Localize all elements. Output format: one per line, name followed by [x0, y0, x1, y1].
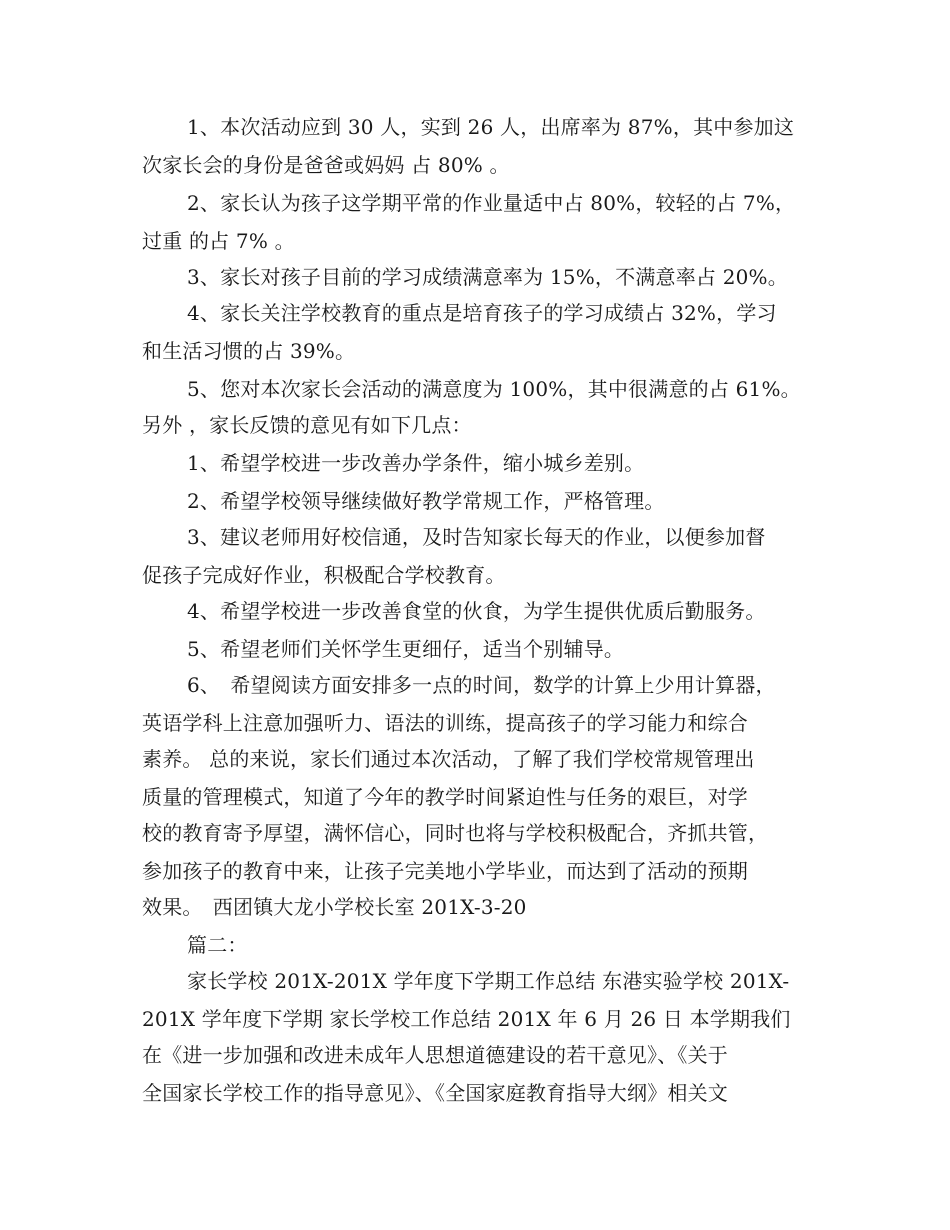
text-line: 2、希望学校领导继续做好教学常规工作，严格管理。	[187, 489, 665, 513]
text-line: 效果。 西团镇大龙小学校长室 201X-3-20	[142, 895, 527, 919]
text-line: 和生活习惯的占 39%。	[142, 339, 356, 363]
text-line: 参加孩子的教育中来，让孩子完美地小学毕业，而达到了活动的预期	[142, 859, 748, 883]
text-line: 促孩子完成好作业，积极配合学校教育。	[142, 563, 506, 587]
text-line: 次家长会的身份是爸爸或妈妈 占 80% 。	[142, 153, 510, 177]
text-line: 过重 的占 7% 。	[142, 229, 295, 253]
text-line: 另外 ，家长反馈的意见有如下几点：	[142, 413, 472, 437]
text-line: 4、希望学校进一步改善食堂的伙食，为学生提供优质后勤服务。	[187, 599, 766, 623]
text-line: 素养。 总的来说，家长们通过本次活动，了解了我们学校常规管理出	[142, 747, 755, 771]
text-line: 3、建议老师用好校信通，及时告知家长每天的作业，以便参加督	[187, 525, 766, 549]
text-line: 全国家长学校工作的指导意见》、《全国家庭教育指导大纲》相关文	[142, 1081, 728, 1105]
section-heading: 篇二：	[187, 933, 248, 957]
text-line: 201X 学年度下学期 家长学校工作总结 201X 年 6 月 26 日 本学期我们	[142, 1007, 791, 1031]
text-line: 5、您对本次家长会活动的满意度为 100%，其中很满意的占 61%。	[187, 377, 801, 401]
text-line: 英语学科上注意加强听力、语法的训练，提高孩子的学习能力和综合	[142, 711, 748, 735]
text-line: 1、希望学校进一步改善办学条件，缩小城乡差别。	[187, 451, 645, 475]
text-line: 质量的管理模式，知道了今年的教学时间紧迫性与任务的艰巨，对学	[142, 785, 748, 809]
text-line: 在《进一步加强和改进未成年人思想道德建设的若干意见》、《关于	[142, 1043, 728, 1067]
text-line: 1、本次活动应到 30 人，实到 26 人，出席率为 87%，其中参加这	[187, 115, 795, 139]
text-line: 家长学校 201X-201X 学年度下学期工作总结 东港实验学校 201X-	[187, 969, 790, 993]
text-line: 4、家长关注学校教育的重点是培育孩子的学习成绩占 32%，学习	[187, 301, 777, 325]
text-line: 2、家长认为孩子这学期平常的作业量适中占 80%，较轻的占 7%，	[187, 191, 796, 215]
text-line: 6、 希望阅读方面安排多一点的时间，数学的计算上少用计算器，	[187, 673, 776, 697]
text-line: 3、家长对孩子目前的学习成绩满意率为 15%，不满意率占 20%。	[187, 265, 788, 289]
text-line: 校的教育寄予厚望，满怀信心，同时也将与学校积极配合，齐抓共管，	[142, 821, 769, 845]
text-line: 5、希望老师们关怀学生更细仔，适当个别辅导。	[187, 637, 625, 661]
